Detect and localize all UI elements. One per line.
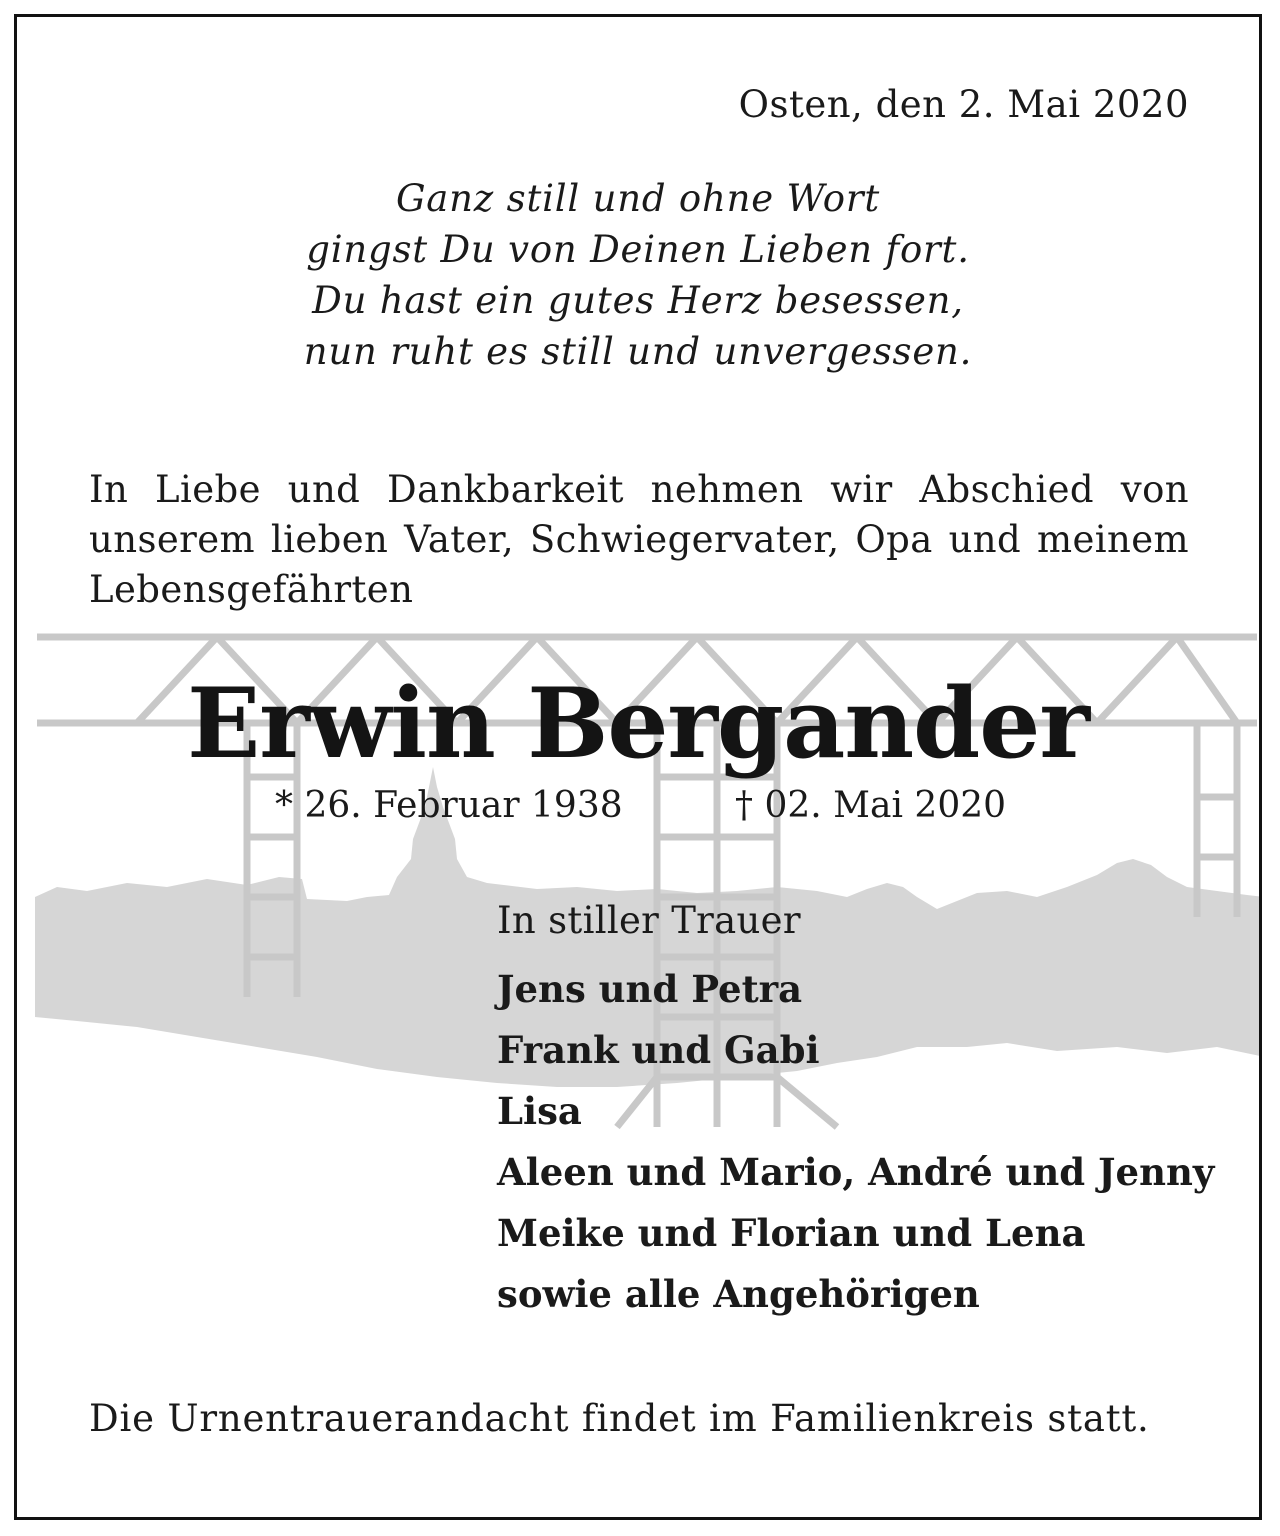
mourner-entry: Jens und Petra bbox=[497, 967, 803, 1011]
intro-line: unserem lieben Vater, Schwiegervater, Opa und meinem bbox=[89, 518, 1189, 561]
mourner-entry: Lisa bbox=[497, 1089, 582, 1133]
intro-line: Lebensgefährten bbox=[89, 568, 414, 611]
mourning-label: In stiller Trauer bbox=[497, 899, 801, 942]
place-date: Osten, den 2. Mai 2020 bbox=[738, 83, 1189, 126]
obituary-notice bbox=[14, 14, 1262, 1520]
poem-line: Ganz still und ohne Wort bbox=[395, 177, 881, 220]
deceased-name: Erwin Bergander bbox=[187, 667, 1089, 780]
death-date: † 02. Mai 2020 bbox=[735, 785, 1007, 826]
mourners-list bbox=[497, 959, 1214, 1325]
mourner-entry: sowie alle Angehörigen bbox=[497, 1272, 980, 1316]
mourner-entry: Aleen und Mario, André und Jenny bbox=[497, 1150, 1215, 1194]
poem-line: Du hast ein gutes Herz besessen, bbox=[312, 279, 964, 322]
mourner-entry: Frank und Gabi bbox=[497, 1028, 820, 1072]
closing-note: Die Urnentrauerandacht findet im Familienkreis statt. bbox=[89, 1397, 1150, 1440]
poem-line: gingst Du von Deinen Lieben fort. bbox=[306, 228, 970, 271]
poem-line: nun ruht es still und unvergessen. bbox=[303, 330, 973, 373]
mourner-entry: Meike und Florian und Lena bbox=[497, 1211, 1086, 1255]
intro-text bbox=[89, 465, 1189, 615]
intro-line: In Liebe und Dankbarkeit nehmen wir Abschied von bbox=[89, 468, 1189, 511]
birth-date: * 26. Februar 1938 bbox=[275, 785, 623, 826]
poem bbox=[17, 173, 1259, 377]
